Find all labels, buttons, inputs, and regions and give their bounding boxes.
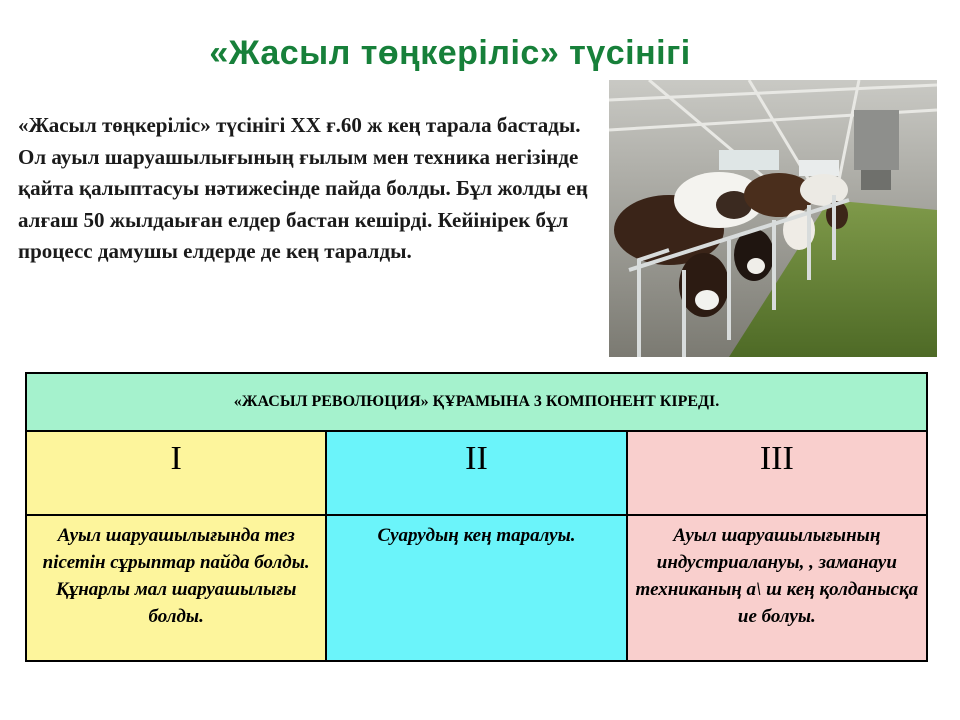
slide-title: «Жасыл төңкеріліс» түсінігі [209, 34, 691, 72]
components-table-header: «ЖАСЫЛ РЕВОЛЮЦИЯ» ҚҰРАМЫНА 3 КОМПОНЕНТ КІРЕДІ. [26, 373, 927, 431]
dairy-farm-photo [609, 80, 937, 357]
intro-paragraph: «Жасыл төңкеріліс» түсінігі ХХ ғ.60 ж кең тарала бастады. Ол ауыл шаруашылығының ғылым мен техника негізінде қайта қалыптасуы нәтижесінде пайда болды. Бұл жолды ең алғаш 50 жылдаыған елдер бастан кешірді. Кейінірек бұл процесс дамушы елдерде де кең таралды. [18, 113, 588, 263]
component-3-numeral: III [627, 431, 927, 515]
component-1-numeral: I [26, 431, 326, 515]
component-2-description: Суарудың кең таралуы. [326, 515, 626, 661]
component-3-description: Ауыл шаруашылығының индустриалануы, , заманауи техниканың а\ ш кең қолданысқа ие болуы. [627, 515, 927, 661]
component-2-numeral: II [326, 431, 626, 515]
dairy-farm-cows-icon [609, 80, 937, 357]
component-1-description: Ауыл шаруашылығында тез пісетін сұрыптар пайда болды. Құнарлы мал шаруашылығы болды. [26, 515, 326, 661]
components-table [25, 372, 928, 662]
